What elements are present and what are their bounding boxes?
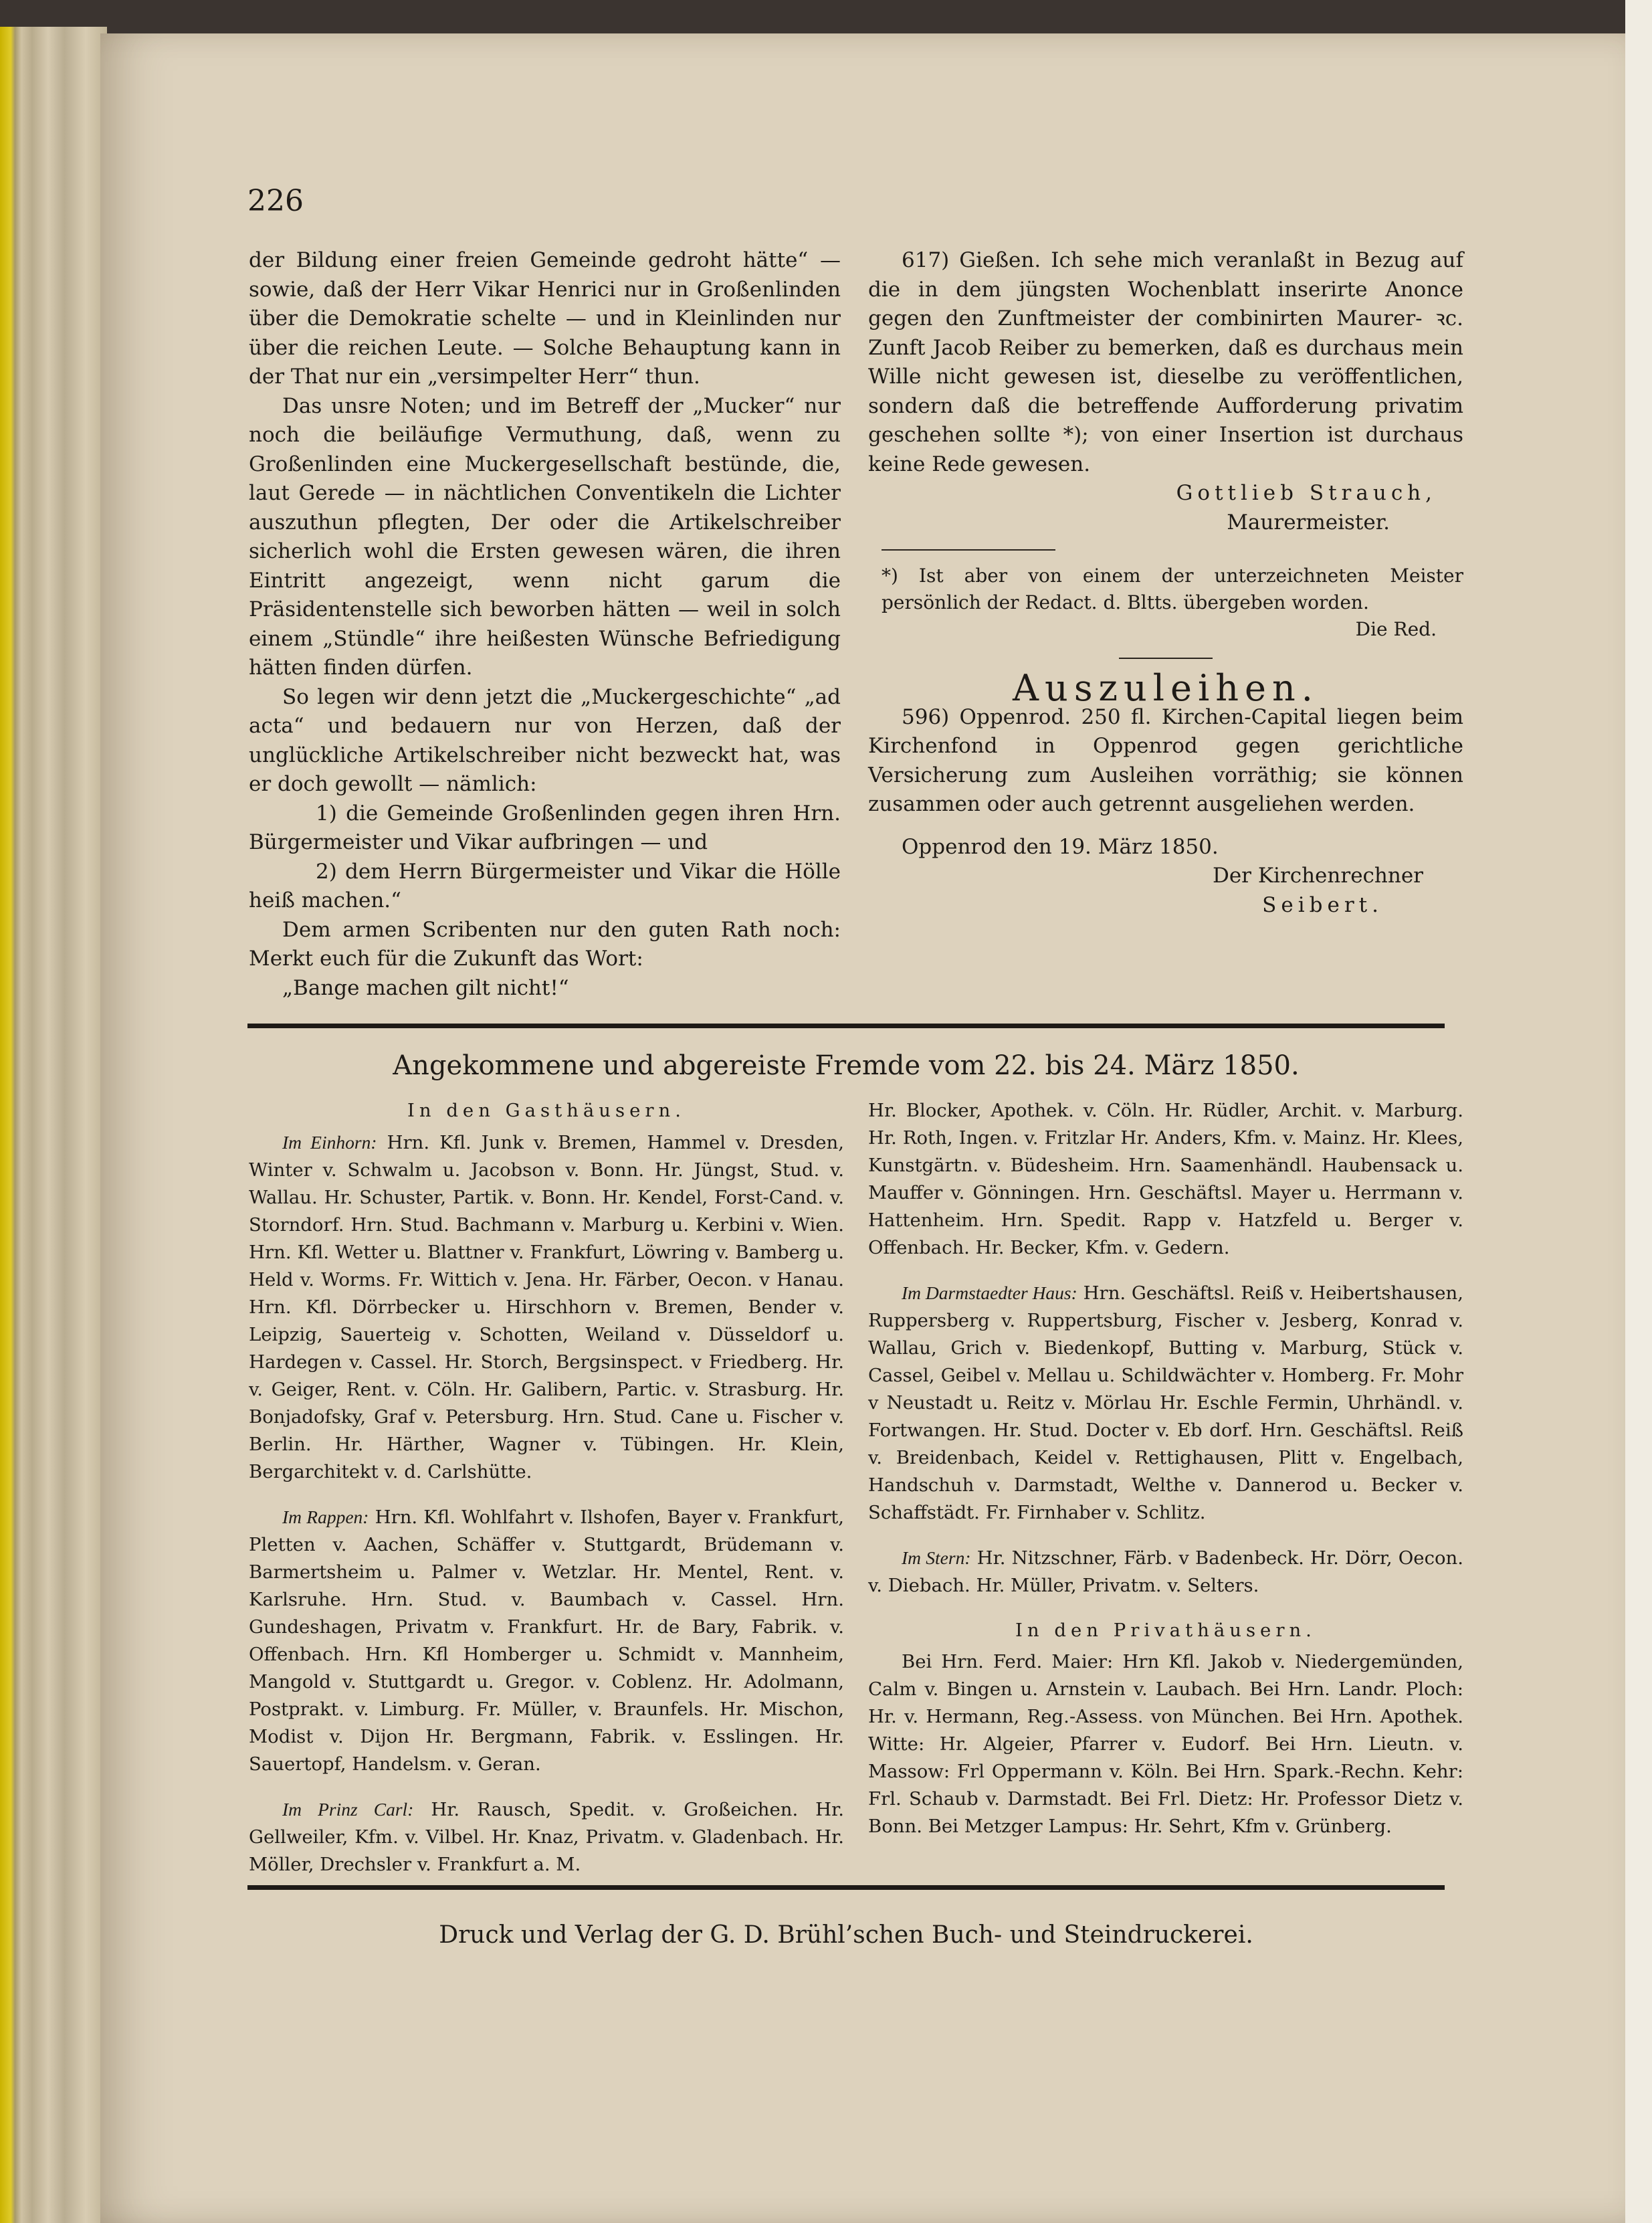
darmstaedter-entry (868, 1279, 1463, 1527)
spacer (868, 1600, 1463, 1617)
left-paragraph-2: Das unsre Noten; und im Betreff der „Mucker“ nur noch die beiläufige Vermuthung, daß, wenn zu Großenlinden eine Muckergesellschaft bestünde, die, laut Gerede — in nächtlichen Conventikeln die Lichter auszuthun pflegten, Der oder die Artikelschreiber sicherlich wohl die Ersten gewesen wären, die ihren Eintritt angezeigt, wenn nicht garum die Präsidentenstelle sich beworben hätten — weil in solch einem „Stündle“ ihre heißesten Wünsche Befriedigung hätten finden dürfen. (249, 393, 841, 680)
page-number: 226 (247, 184, 304, 218)
footnote: *) Ist aber von einem der unterzeichneten Meister persönlich der Redact. d. Bltts. übergeben worden. (882, 565, 1463, 613)
left-column (249, 246, 841, 1003)
footnote-sign: Die Red. (1355, 618, 1437, 640)
left-paragraph-5: 2) dem Herrn Bürgermeister und Vikar die Hölle heiß machen.“ (249, 859, 841, 912)
gasthaeuser-heading: In den Gasthäusern. (407, 1100, 686, 1121)
left-paragraph-6: Dem armen Scribenten nur den guten Rath noch: Merkt euch für die Zukunft das Wort: (249, 917, 841, 971)
spacer (249, 1778, 844, 1796)
right-column (868, 246, 1463, 920)
divider (882, 549, 1055, 551)
stern-label: Im Stern: (902, 1547, 971, 1568)
notice-596: 596) Oppenrod. 250 fl. Kirchen-Capital liegen beim Kirchenfond in Oppenrod gegen gerichtliche Versicherung zum Ausleihen vorräthig; sie können zusammen oder auch getrennt ausgeliehen werden. (868, 704, 1463, 816)
divider (1119, 658, 1213, 659)
official-name: Seibert. (1262, 892, 1383, 917)
privat-heading: In den Privathäusern. (1015, 1620, 1316, 1641)
stern-entry (868, 1544, 1463, 1600)
adjacent-page-edge (1625, 0, 1652, 2223)
notice-617: 617) Gießen. Ich sehe mich veranlaßt in Bezug auf die in dem jüngsten Wochenblatt inserirte Anonce gegen den Zunftmeister der combinirten Maurer- ꝛc. Zunft Jacob Reiber zu bemerken, daß es durchaus mein Wille nicht gewesen ist, dieselbe zu veröffentlichen, sondern daß die betreffende Aufforderung privatim geschehen sollte *); von einer Insertion ist durchaus keine Rede gewesen. (868, 248, 1463, 476)
official-title: Der Kirchenrechner (1212, 864, 1423, 888)
section-rule (247, 1024, 1445, 1028)
signature-title: Maurermeister. (1227, 510, 1390, 535)
rappen-text: Hrn. Kfl. Wohlfahrt v. Ilshofen, Bayer v. Frankfurt, Pletten v. Aachen, Schäffer v. Stuttgardt, Brüdemann v. Barmertsheim u. Palmer v. Wetzlar. Hr. Mentel, Rent. v. Karlsruhe. Hrn. Stud. v. Baumbach v. Cassel. Hrn. Gundeshagen, Privatm v. Frankfurt. Hr. de Bary, Fabrik. v. Offenbach. Hrn. Kfl Homberger u. Schmidt v. Mannheim, Mangold v. Stuttgardt u. Gregor. v. Coblenz. Hr. Adolmann, Postprakt. v. Limburg. Fr. Müller, v. Braunfels. Hr. Mischon, Modist v. Dijon Hr. Bergmann, Fabrik. v. Esslingen. Hr. Sauertopf, Handelsm. v. Geran. (249, 1507, 845, 1775)
prinz-text: Hr. Rausch, Spedit. v. Großeichen. Hr. Gellweiler, Kfm. v. Vilbel. Hr. Knaz, Privatm. v. Gladenbach. Hr. Möller, Drechsler v. Frankfurt a. M. (249, 1799, 845, 1875)
left-paragraph-4: 1) die Gemeinde Großenlinden gegen ihren Hrn. Bürgermeister und Vikar aufbringen — und (249, 801, 841, 854)
spacer (249, 1486, 844, 1503)
privat-text: Bei Hrn. Ferd. Maier: Hrn Kfl. Jakob v. Niedergemünden, Calm v. Bingen u. Arnstein v. Laubach. Bei Hrn. Landr. Ploch: Hr. v. Hermann, Reg.-Assess. von München. Bei Hrn. Apothek. Witte: Hr. Algeier, Pfarrer v. Eudorf. Bei Hrn. Lieutn. v. Massow: Frl Oppermann v. Köln. Bei Hrn. Spark.-Rechn. Kehr: Frl. Schaub v. Darmstadt. Bei Frl. Dietz: Hr. Professor Dietz v. Bonn. Bei Metzger Lampus: Hr. Sehrt, Kfm v. Grünberg. (868, 1651, 1463, 1837)
spacer (868, 1527, 1463, 1544)
rappen-entry (249, 1503, 844, 1778)
prinz-continuation: Hr. Blocker, Apothek. v. Cöln. Hr. Rüdler, Archit. v. Marburg. Hr. Roth, Ingen. v. Fritzlar Hr. Anders, Kfm. v. Mainz. Hr. Klees, Kunstgärtn. v. Büdesheim. Hrn. Saamenhändl. Haubensack u. Mauffer v. Gönningen. Hrn. Geschäftsl. Mayer u. Herrmann v. Hattenheim. Hrn. Spedit. Rapp v. Hatzfeld u. Berger v. Offenbach. Hr. Becker, Kfm. v. Gedern. (868, 1100, 1463, 1258)
darmstaedter-text: Hrn. Geschäftsl. Reiß v. Heibertshausen, Ruppersberg v. Ruppertsburg, Fischer v. Jesberg, Konrad v. Wallau, Grich v. Biedenkopf, Butting v. Marburg, Stück v. Cassel, Geibel v. Mellau u. Schildwächter v. Homberg. Fr. Mohr v Neustadt u. Reitz v. Mörlau Hr. Eschle Fermin, Uhrhändl. v. Fortwangen. Hr. Stud. Docter v. Eb dorf. Hrn. Geschäftsl. Reiß v. Breidenbach, Keidel v. Rettighausen, Plitt v. Engelbach, Handschuh v. Darmstadt, Welthe v. Dannerod u. Becker v. Schaffstädt. Fr. Firnhaber v. Schlitz. (868, 1282, 1463, 1523)
stern-text: Hr. Nitzschner, Färb. v Badenbeck. Hr. Dörr, Oecon. v. Diebach. Hr. Müller, Privatm. v. Selters. (868, 1547, 1463, 1596)
left-paragraph-7: „Bange machen gilt nicht!“ (282, 975, 569, 1000)
einhorn-label: Im Einhorn: (282, 1132, 377, 1153)
left-paragraph-3: So legen wir denn jetzt die „Muckergeschichte“ „ad acta“ und bedauern nur von Herzen, daß der unglückliche Artikelschreiber nicht bezweckt hat, was er doch gewollt — nämlich: (249, 684, 841, 796)
fremde-title: Angekommene und abgereiste Fremde vom 22. bis 24. März 1850. (393, 1050, 1300, 1081)
einhorn-text: Hrn. Kfl. Junk v. Bremen, Hammel v. Dresden, Winter v. Schwalm u. Jacobson v. Bonn. Hr. Jüngst, Stud. v. Wallau. Hr. Schuster, Partik. v. Bonn. Hr. Kendel, Forst-Cand. v. Storndorf. Hrn. Stud. Bachmann v. Marburg u. Kerbini v. Wien. Hrn. Kfl. Wetter u. Blattner v. Frankfurt, Löwring v. Bamberg u. Held v. Worms. Fr. Wittich v. Jena. Hr. Färber, Oecon. v Hanau. Hrn. Kfl. Dörrbecker u. Hirschhorn v. Bremen, Bender v. Leipzig, Sauerteig v. Schotten, Weiland v. Düsseldorf u. Hardegen v. Cassel. Hr. Storch, Bergsinspect. v Friedberg. Hr. v. Geiger, Rent. v. Cöln. Hr. Galibern, Partic. v. Strasburg. Hr. Bonjadofsky, Graf v. Petersburg. Hrn. Stud. Cane u. Fischer v. Berlin. Hr. Härther, Wagner v. Tübingen. Hr. Klein, Bergarchitekt v. d. Carlshütte. (249, 1132, 844, 1482)
darmstaedter-label: Im Darmstaedter Haus: (902, 1282, 1077, 1303)
einhorn-entry (249, 1129, 844, 1486)
spacer (868, 1262, 1463, 1279)
fremde-left-column (249, 1097, 844, 1878)
date-line: Oppenrod den 19. März 1850. (902, 834, 1219, 859)
imprint: Druck und Verlag der G. D. Brühl’schen Buch- und Steindruckerei. (439, 1921, 1253, 1949)
signature-name: Gottlieb Strauch, (1176, 481, 1437, 505)
footer-rule (247, 1885, 1445, 1890)
fremde-right-column (868, 1097, 1463, 1840)
prinz-label: Im Prinz Carl: (282, 1799, 414, 1820)
left-paragraph-1: der Bildung einer freien Gemeinde gedroht hätte“ — sowie, daß der Herr Vikar Henrici nur in Großenlinden über die Demokratie schelte — und in Kleinlinden nur über die reichen Leute. — Solche Behauptung kann in der That nur ein „versimpelter Herr“ thun. (249, 248, 841, 389)
section-heading: Auszuleihen. (1013, 667, 1319, 709)
book-edge (0, 27, 107, 2223)
rappen-label: Im Rappen: (282, 1507, 369, 1527)
prinz-entry (249, 1796, 844, 1878)
